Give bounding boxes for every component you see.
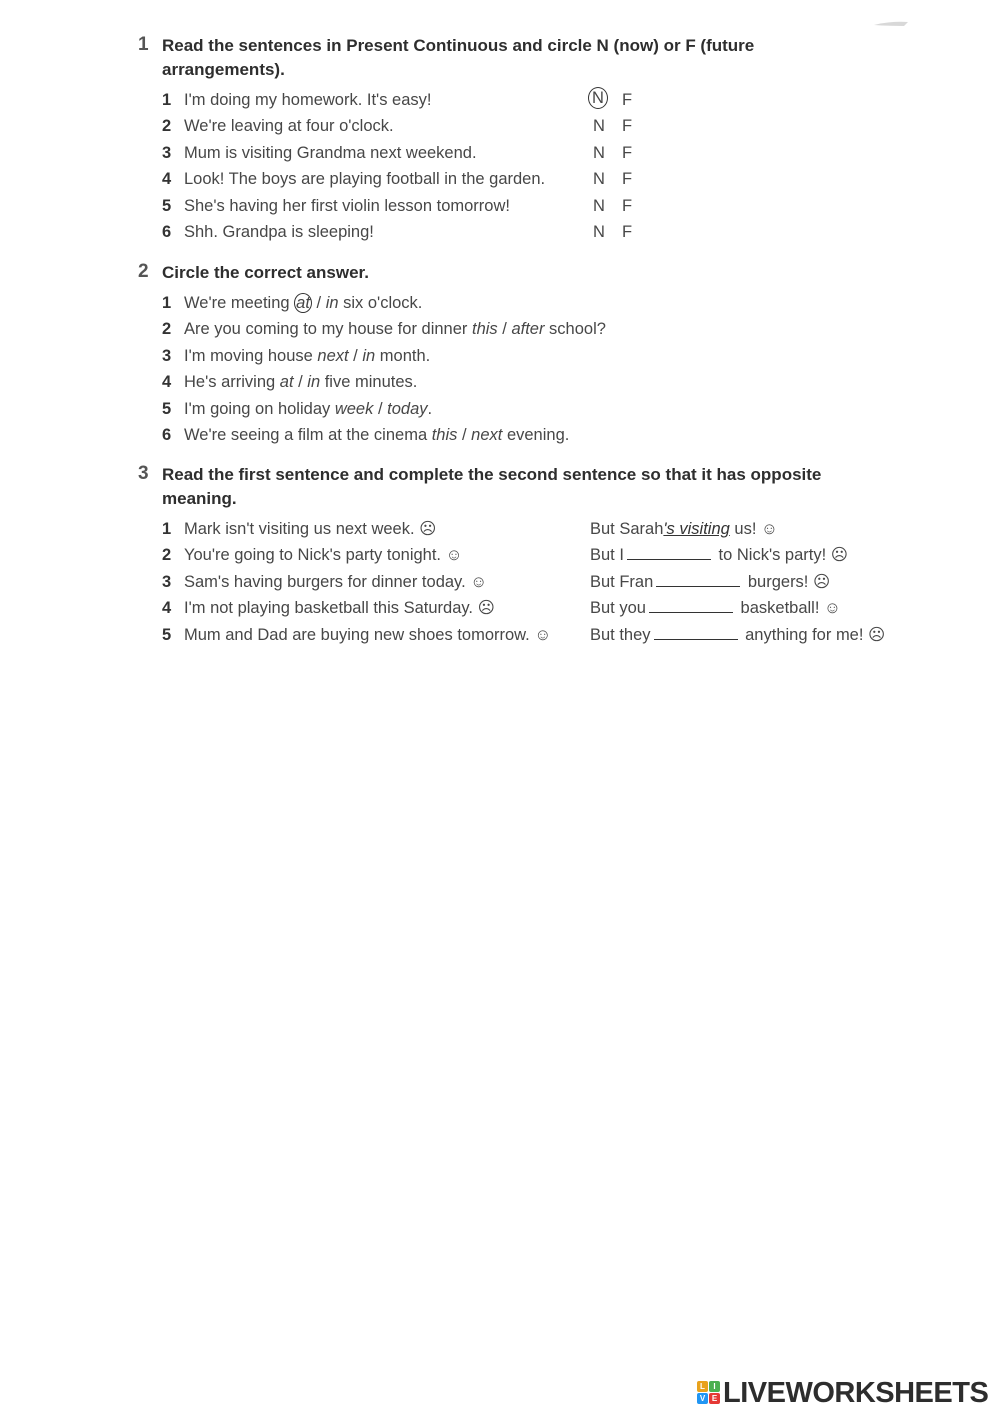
- list-item: [138, 316, 918, 342]
- item-number: 1: [162, 294, 172, 312]
- sentence: She's having her first violin lesson tomorrow!: [184, 196, 510, 215]
- option[interactable]: at: [279, 373, 294, 392]
- option-n[interactable]: N: [593, 117, 605, 136]
- sentence: He's arriving at / in five minutes.: [184, 373, 418, 392]
- item-number: 1: [162, 520, 172, 538]
- item-number: 4: [162, 170, 172, 189]
- option-n-circled[interactable]: N: [588, 87, 608, 109]
- item-number: 3: [162, 346, 172, 365]
- option[interactable]: in: [362, 346, 376, 365]
- list-item: [138, 422, 918, 448]
- answer-blank[interactable]: [627, 544, 711, 560]
- item-number: 5: [162, 196, 172, 215]
- exercise-2-instruction: 2 Circle the correct answer.: [138, 261, 369, 282]
- sentence: We're meeting at / in six o'clock.: [184, 294, 423, 312]
- first-sentence: Mum and Dad are buying new shoes tomorrow. ☺: [184, 625, 552, 644]
- sentence: I'm going on holiday week / today.: [184, 399, 433, 418]
- option-n[interactable]: N: [593, 170, 605, 189]
- exercise-1-items: [138, 87, 918, 245]
- sentence: We're seeing a film at the cinema this / next evening.: [184, 425, 570, 444]
- option[interactable]: this: [431, 425, 458, 444]
- second-sentence: But you basketball! ☺: [590, 599, 841, 618]
- list-item: [138, 369, 918, 395]
- option-f[interactable]: F: [622, 222, 633, 241]
- option-f[interactable]: F: [622, 170, 633, 189]
- sentence: Mum is visiting Grandma next weekend.: [184, 143, 477, 162]
- item-number: 3: [162, 572, 172, 591]
- list-item: [138, 166, 918, 192]
- list-item: [138, 569, 918, 595]
- option[interactable]: this: [471, 320, 498, 339]
- answer-blank[interactable]: [656, 571, 740, 587]
- option-f[interactable]: F: [622, 196, 633, 215]
- corner-mark: [874, 20, 908, 28]
- answer-blank[interactable]: [654, 624, 738, 640]
- sentence: Are you coming to my house for dinner this / after school?: [184, 320, 606, 339]
- list-item: [138, 622, 918, 648]
- option-n[interactable]: N: [593, 222, 605, 241]
- exercise-3-instruction: 3 Read the first sentence and complete the second sentence so that it has opposite meaning.: [138, 463, 822, 508]
- second-sentence: But I to Nick's party! ☹: [590, 546, 848, 565]
- exercise-1: [138, 34, 918, 245]
- item-number: 2: [162, 320, 172, 339]
- logo-badge-icon: L I V E: [697, 1381, 721, 1405]
- option-f[interactable]: F: [622, 117, 633, 136]
- option[interactable]: in: [307, 373, 321, 392]
- item-number: 1: [162, 91, 172, 109]
- list-item: [138, 290, 918, 316]
- item-number: 6: [162, 425, 172, 444]
- list-item: [138, 542, 918, 568]
- item-number: 2: [162, 117, 172, 136]
- list-item: [138, 516, 918, 542]
- option-n[interactable]: N: [593, 196, 605, 215]
- list-item: [138, 396, 918, 422]
- first-sentence: Sam's having burgers for dinner today. ☺: [184, 572, 488, 591]
- second-sentence: But Fran burgers! ☹: [590, 572, 831, 591]
- sentence: Look! The boys are playing football in the garden.: [184, 170, 546, 189]
- exercise-1-instruction: 1 Read the sentences in Present Continuous and circle N (now) or F (future arrangements).: [138, 34, 755, 79]
- answer-example: 's visiting: [663, 520, 730, 538]
- exercise-number: 1: [138, 34, 149, 55]
- option-circled[interactable]: at: [296, 294, 310, 312]
- second-sentence: But they anything for me! ☹: [590, 625, 886, 644]
- option-f[interactable]: F: [622, 143, 633, 162]
- option[interactable]: today: [387, 399, 428, 418]
- list-item: [138, 595, 918, 621]
- item-number: 4: [162, 373, 172, 392]
- list-item: [138, 140, 918, 166]
- option[interactable]: in: [325, 294, 339, 312]
- list-item: [138, 219, 918, 245]
- logo-text: LIVEWORKSHEETS: [723, 1377, 989, 1409]
- first-sentence: Mark isn't visiting us next week. ☹: [184, 520, 437, 538]
- list-item: [138, 343, 918, 369]
- option-f[interactable]: F: [622, 91, 633, 109]
- sentence: I'm doing my homework. It's easy!: [184, 91, 432, 109]
- sentence: I'm moving house next / in month.: [184, 346, 431, 365]
- exercise-number: 3: [138, 463, 149, 484]
- item-number: 2: [162, 546, 172, 565]
- list-item: [138, 87, 918, 113]
- option[interactable]: week: [334, 399, 374, 418]
- item-number: 5: [162, 399, 172, 418]
- option-n[interactable]: N: [593, 143, 605, 162]
- item-number: 6: [162, 222, 172, 241]
- second-sentence: But Sarah's visiting us! ☺: [590, 520, 778, 538]
- exercise-3-items: [138, 516, 918, 648]
- option[interactable]: next: [471, 425, 503, 444]
- sentence: We're leaving at four o'clock.: [184, 117, 394, 136]
- option[interactable]: next: [317, 346, 349, 365]
- exercise-2-items: [138, 290, 918, 448]
- option[interactable]: after: [511, 320, 545, 339]
- item-number: 4: [162, 599, 172, 618]
- exercise-number: 2: [138, 261, 149, 282]
- answer-blank[interactable]: [649, 597, 733, 613]
- exercise-3: [138, 463, 918, 648]
- sentence: Shh. Grandpa is sleeping!: [184, 222, 374, 241]
- item-number: 3: [162, 143, 172, 162]
- exercise-2: [138, 261, 918, 448]
- list-item: [138, 193, 918, 219]
- item-number: 5: [162, 625, 172, 644]
- list-item: [138, 113, 918, 139]
- first-sentence: You're going to Nick's party tonight. ☺: [184, 546, 463, 565]
- first-sentence: I'm not playing basketball this Saturday. ☹: [184, 599, 495, 618]
